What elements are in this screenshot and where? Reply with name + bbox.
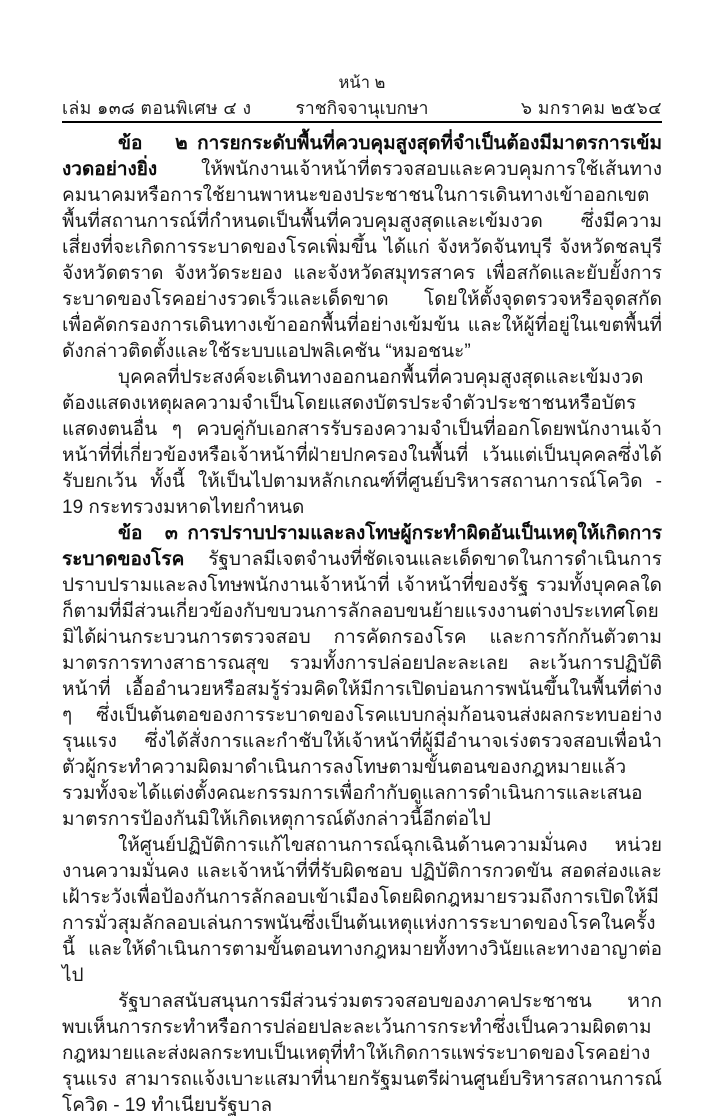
public-tipline-text: รัฐบาลสนับสนุนการมีส่วนร่วมตรวจสอบของภาคประชาชน หากพบเห็นการกระทำหรือการปล่อยปละละเว้นการกระทำซึ่งเป็นความผิดตามกฎหมายและส่งผลกระทบเป็นเหตุที่ทำให้เกิดการแพร่ระบาดของโรคอย่างรุนแรง สามารถแจ้งเบาะแสมาที่นายกรัฐมนตรีผ่านศูนย์บริหารสถานการณ์โควิด - 19 ทำเนียบรัฐบาล (62, 991, 662, 1116)
paragraph-clause-3 (62, 521, 662, 833)
clause-3-text: รัฐบาลมีเจตจำนงที่ชัดเจนและเด็ดขาดในการดำเนินการปราบปรามและลงโทษพนักงานเจ้าหน้าที่ เจ้าหน้าที่ของรัฐ รวมทั้งบุคคลใดก็ตามที่มีส่วนเกี่ยวข้องกับขบวนการลักลอบขนย้ายแรงงานต่างประเทศโดยมิได้ผ่านกระบวนการตรวจสอบ การคัดกรองโรค และการกักกันตัวตามมาตรการทางสาธารณสุข รวมทั้งการปล่อยปละละเลย ละเว้นการปฏิบัติหน้าที่ เอื้ออำนวยหรือสมรู้ร่วมคิดให้มีการเปิดบ่อนการพนันขึ้นในพื้นที่ต่าง ๆ ซึ่งเป็นต้นตอของการระบาดของโรคแบบกลุ่มก้อนจนส่งผลกระทบอย่างรุนแรง ซึ่งได้สั่งการและกำชับให้เจ้าหน้าที่ผู้มีอำนาจเร่งตรวจสอบเพื่อนำตัวผู้กระทำความผิดมาดำเนินการลงโทษตามขั้นตอนของกฎหมายแล้ว รวมทั้งจะได้แต่งตั้งคณะกรรมการเพื่อกำกับดูแลการดำเนินการและเสนอมาตรการป้องกันมิให้เกิดเหตุการณ์ดังกล่าวนี้อีกต่อไป (62, 549, 662, 830)
paragraph-enforcement-order (62, 833, 662, 989)
clause-3-heading: ข้อ ๓ การปราบปรามและลงโทษผู้กระทำผิดอันเป็นเหตุให้เกิดการระบาดของโรค (62, 523, 662, 570)
paragraph-clause-2 (62, 131, 662, 365)
masthead (62, 96, 662, 120)
paragraph-public-tipline (62, 989, 662, 1119)
document-body (62, 131, 662, 1119)
volume-issue-label: เล่ม ๑๓๘ ตอนพิเศษ ๔ ง (62, 98, 252, 118)
clause-2-heading: ข้อ ๒ การยกระดับพื้นที่ควบคุมสูงสุดที่จำเป็นต้องมีมาตรการเข้มงวดอย่างยิ่ง (62, 133, 662, 180)
travel-requirements-text: บุคคลที่ประสงค์จะเดินทางออกนอกพื้นที่ควบคุมสูงสุดและเข้มงวดต้องแสดงเหตุผลความจำเป็นโดยแสดงบัตรประจำตัวประชาชนหรือบัตรแสดงตนอื่น ๆ ควบคู่กับเอกสารรับรองความจำเป็นที่ออกโดยพนักงานเจ้าหน้าที่ที่เกี่ยวข้องหรือเจ้าหน้าที่ฝ่ายปกครองในพื้นที่ เว้นแต่เป็นบุคคลซึ่งได้รับยกเว้น ทั้งนี้ ให้เป็นไปตามหลักเกณฑ์ที่ศูนย์บริหารสถานการณ์โควิด - 19 กระทรวงมหาดไทยกำหนด (62, 367, 662, 518)
clause-2-text: ให้พนักงานเจ้าหน้าที่ตรวจสอบและควบคุมการใช้เส้นทางคมนาคมหรือการใช้ยานพาหนะของประชาชนในการเดินทางเข้าออกเขตพื้นที่สถานการณ์ที่กำหนดเป็นพื้นที่ควบคุมสูงสุดและเข้มงวด ซึ่งมีความเสี่ยงที่จะเกิดการระบาดของโรคเพิ่มขึ้น ได้แก่ จังหวัดจันทบุรี จังหวัดชลบุรี จังหวัดตราด จังหวัดระยอง และจังหวัดสมุทรสาคร เพื่อสกัดและยับยั้งการระบาดของโรคอย่างรวดเร็วและเด็ดขาด โดยให้ตั้งจุดตรวจหรือจุดสกัดเพื่อคัดกรองการเดินทางเข้าออกพื้นที่อย่างเข้มข้น และให้ผู้ที่อยู่ในเขตพื้นที่ดังกล่าวติดตั้งและใช้ระบบแอปพลิเคชัน “หมอชนะ” (62, 159, 662, 362)
paragraph-travel-requirements (62, 365, 662, 521)
enforcement-order-text: ให้ศูนย์ปฏิบัติการแก้ไขสถานการณ์ฉุกเฉินด้านความมั่นคง หน่วยงานความมั่นคง และเจ้าหน้าที่ที่รับผิดชอบ ปฏิบัติการกวดขัน สอดส่องและเฝ้าระวังเพื่อป้องกันการลักลอบเข้าเมืองโดยผิดกฎหมายรวมถึงการเปิดให้มีการมั่วสุมลักลอบเล่นการพนันซึ่งเป็นต้นเหตุแห่งการระบาดของโรคในครั้งนี้ และให้ดำเนินการตามขั้นตอนทางกฎหมายทั้งทางวินัยและทางอาญาต่อไป (62, 835, 662, 986)
gazette-title: ราชกิจจานุเบกษา (295, 98, 429, 118)
header-rule-divider (62, 121, 662, 123)
page-number-label: หน้า ๒ (338, 74, 386, 92)
publication-date: ๖ มกราคม ๒๕๖๔ (520, 98, 662, 118)
